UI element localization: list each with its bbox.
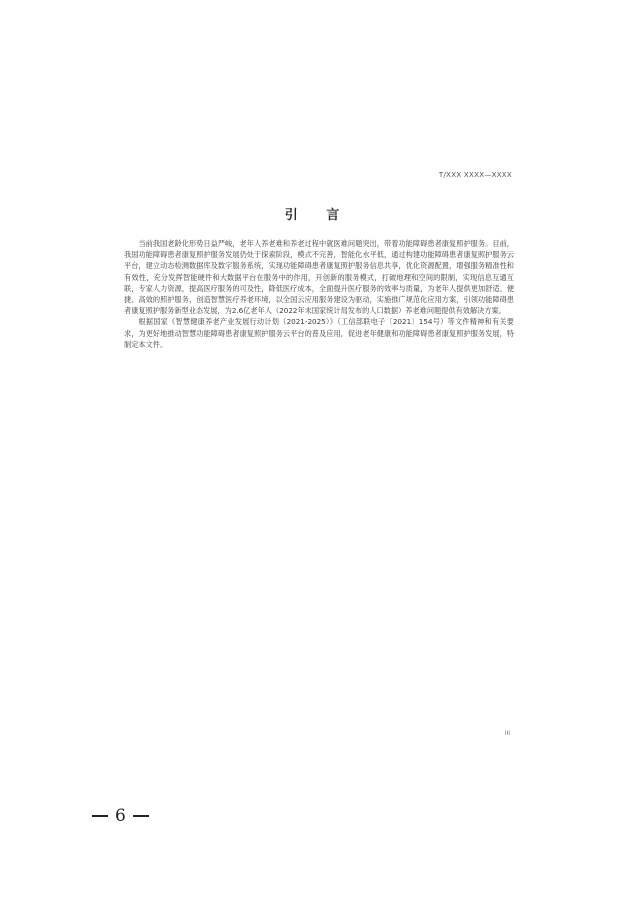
left-dash-decoration — [92, 815, 108, 817]
page-number: 6 — [115, 806, 126, 826]
standard-number: T/XXX XXXX—XXXX — [438, 171, 512, 179]
section-title: 引 言 — [284, 208, 352, 223]
paragraph-1: 当前我国老龄化形势日益严峻，老年人养老难和养老过程中就医难问题突出，带着功能障碍患者康复照护服务。目前，我国功能障碍患者康复照护服务发展仍处于探索阶段，模式不完善，智能化水平低，通过构建功能障碍患者康复照护服务云平台，建立动态检测数据库及数字服务系统，实现功能障碍患者康复照护服务信息共享，优化资源配置，增强服务精准性和有效性，充分发挥智能硬件和大数据平台在服务中的作用，开创新的服务模式，打破地理和空间的限制，实现信息互通互联，专家人力资源，提高医疗服务的可及性，降低医疗成本，全面提升医疗服务的效率与质量，为老年人提供更加舒适、便捷、高效的照护服务，创造智慧医疗养老环境，以全国云应用服务建设为驱动，实施推广规范化应用方案，引领功能障碍患者康复照护服务新型业态发展，为2.6亿老年人（2022年末国家统计局发布的人口数据）养老难问题提供有效解决方案。 — [124, 239, 514, 316]
paragraph-2: 根据国家《智慧健康养老产业发展行动计划（2021-2025）》（工信部联电子〔2021〕154号）等文件精神和有关要求，为更好地推动智慧功能障碍患者康复照护服务云平台的普及应用，促进老年健康和功能障碍患者康复照护服务发展，特制定本文件。 — [124, 317, 514, 349]
page-number-footer — [92, 806, 149, 826]
right-dash-decoration — [133, 815, 149, 817]
body-text — [124, 238, 514, 350]
roman-page-mark: III — [504, 730, 510, 737]
